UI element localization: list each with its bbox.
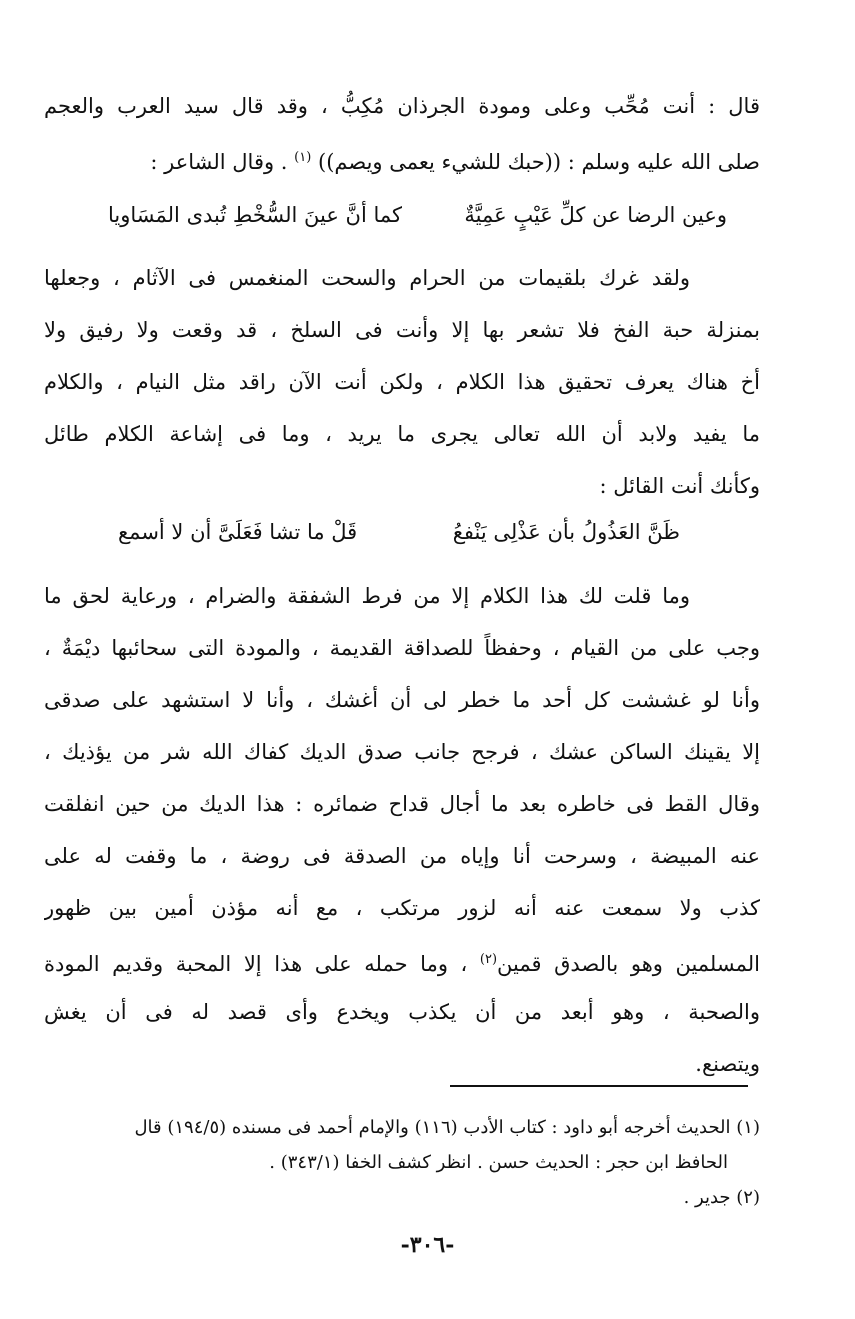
footnote-1-line-2: الحافظ ابن حجر : الحديث حسن . انظر كشف الخفا (٣٤٣/١) . [269, 1152, 728, 1173]
text-line [44, 132, 760, 184]
footnote-ref-1: (١) [294, 150, 312, 165]
text-segment: صلى الله عليه وسلم : ((حبك للشيء يعمى ويصم)) [318, 150, 760, 174]
text-line: عنه المبيضة ، وسرحت أنا وإياه من الصدقة فى روضة ، ما وقفت له على [44, 844, 760, 868]
text-line: أخ هناك يعرف تحقيق هذا الكلام ، ولكن أنت الآن راقد مثل النيام ، والكلام [44, 370, 760, 394]
text-line: وأنا لو غششت كل أحد ما خطر لى أن أغشك ، وأنا لا استشهد على صدقى [44, 688, 760, 712]
paragraph-1 [44, 80, 760, 184]
text-line: قال : أنت مُحِّب وعلى ومودة الجرذان مُكِبُّ ، وقد قال سيد العرب والعجم [44, 94, 760, 118]
verse-2 [0, 512, 855, 552]
text-line: إلا يقينك الساكن عشك ، فرجح جانب صدق الديك كفاك الله شر من يؤذيك ، [44, 740, 760, 764]
paragraph-3 [44, 570, 760, 1090]
verse-hemistich-right: وعين الرضا عن كلِّ عَيْبٍ عَمِيَّةٌ [464, 203, 727, 227]
text-line: ويتصنع. [695, 1052, 760, 1076]
paragraph-2 [44, 252, 760, 512]
text-segment: ، وما حمله على هذا إلا المحبة وقديم المودة [44, 952, 468, 976]
verse-1 [0, 195, 855, 235]
footnote-1-line-1: (١) الحديث أخرجه أبو داود : كتاب الأدب (١١٦) والإمام أحمد فى مسنده (١٩٤/٥) قال [134, 1117, 760, 1138]
text-line [44, 934, 760, 986]
text-segment: . وقال الشاعر : [150, 150, 288, 174]
text-line: وجب على من القيام ، وحفظاً للصداقة القديمة ، والمودة التى سحائبها ديْمَةٌ ، [44, 636, 760, 660]
footnote-2: (٢) جدير . [683, 1187, 760, 1208]
text-line: كذب ولا سمعت عنه أنه لزور مرتكب ، مع أنه مؤذن أمين بين ظهور [44, 896, 760, 920]
text-line: ولقد غرك بلقيمات من الحرام والسحت المنغمس فى الآثام ، وجعلها [44, 266, 690, 290]
text-segment: المسلمين وهو بالصدق قمين [497, 952, 760, 976]
text-line: والصحبة ، وهو أبعد من أن يكذب ويخدع وأى قصد له فى أن يغش [44, 1000, 760, 1024]
text-line: وكأنك أنت القائل : [599, 474, 760, 498]
verse-hemistich-left: كما أنَّ عينَ السُّخْطِ تُبدى المَسَاويا [108, 203, 403, 227]
verse-hemistich-right: ظَنَّ العَذُولُ بأن عَذْلِى يَنْفعُ [452, 520, 680, 544]
text-line: وما قلت لك هذا الكلام إلا من فرط الشفقة والضرام ، ورعاية لحق ما [44, 584, 690, 608]
page-number: -٣٠٦- [400, 1232, 455, 1258]
text-line: بمنزلة حبة الفخ فلا تشعر بها إلا وأنت فى السلخ ، قد وقعت ولا رفيق ولا [44, 318, 760, 342]
footnote-ref-2: (٢) [479, 952, 498, 967]
footnote-divider [450, 1085, 748, 1087]
verse-hemistich-left: قَلْ ما تشا فَعَلَىَّ أن لا أسمع [118, 520, 358, 544]
text-line: وقال القط فى خاطره بعد ما أجال قداح ضمائره : هذا الديك من حين انفلقت [44, 792, 760, 816]
text-line: ما يفيد ولابد أن الله تعالى يجرى ما يريد ، وما فى إشاعة الكلام طائل [44, 422, 760, 446]
footnotes [36, 1110, 760, 1215]
